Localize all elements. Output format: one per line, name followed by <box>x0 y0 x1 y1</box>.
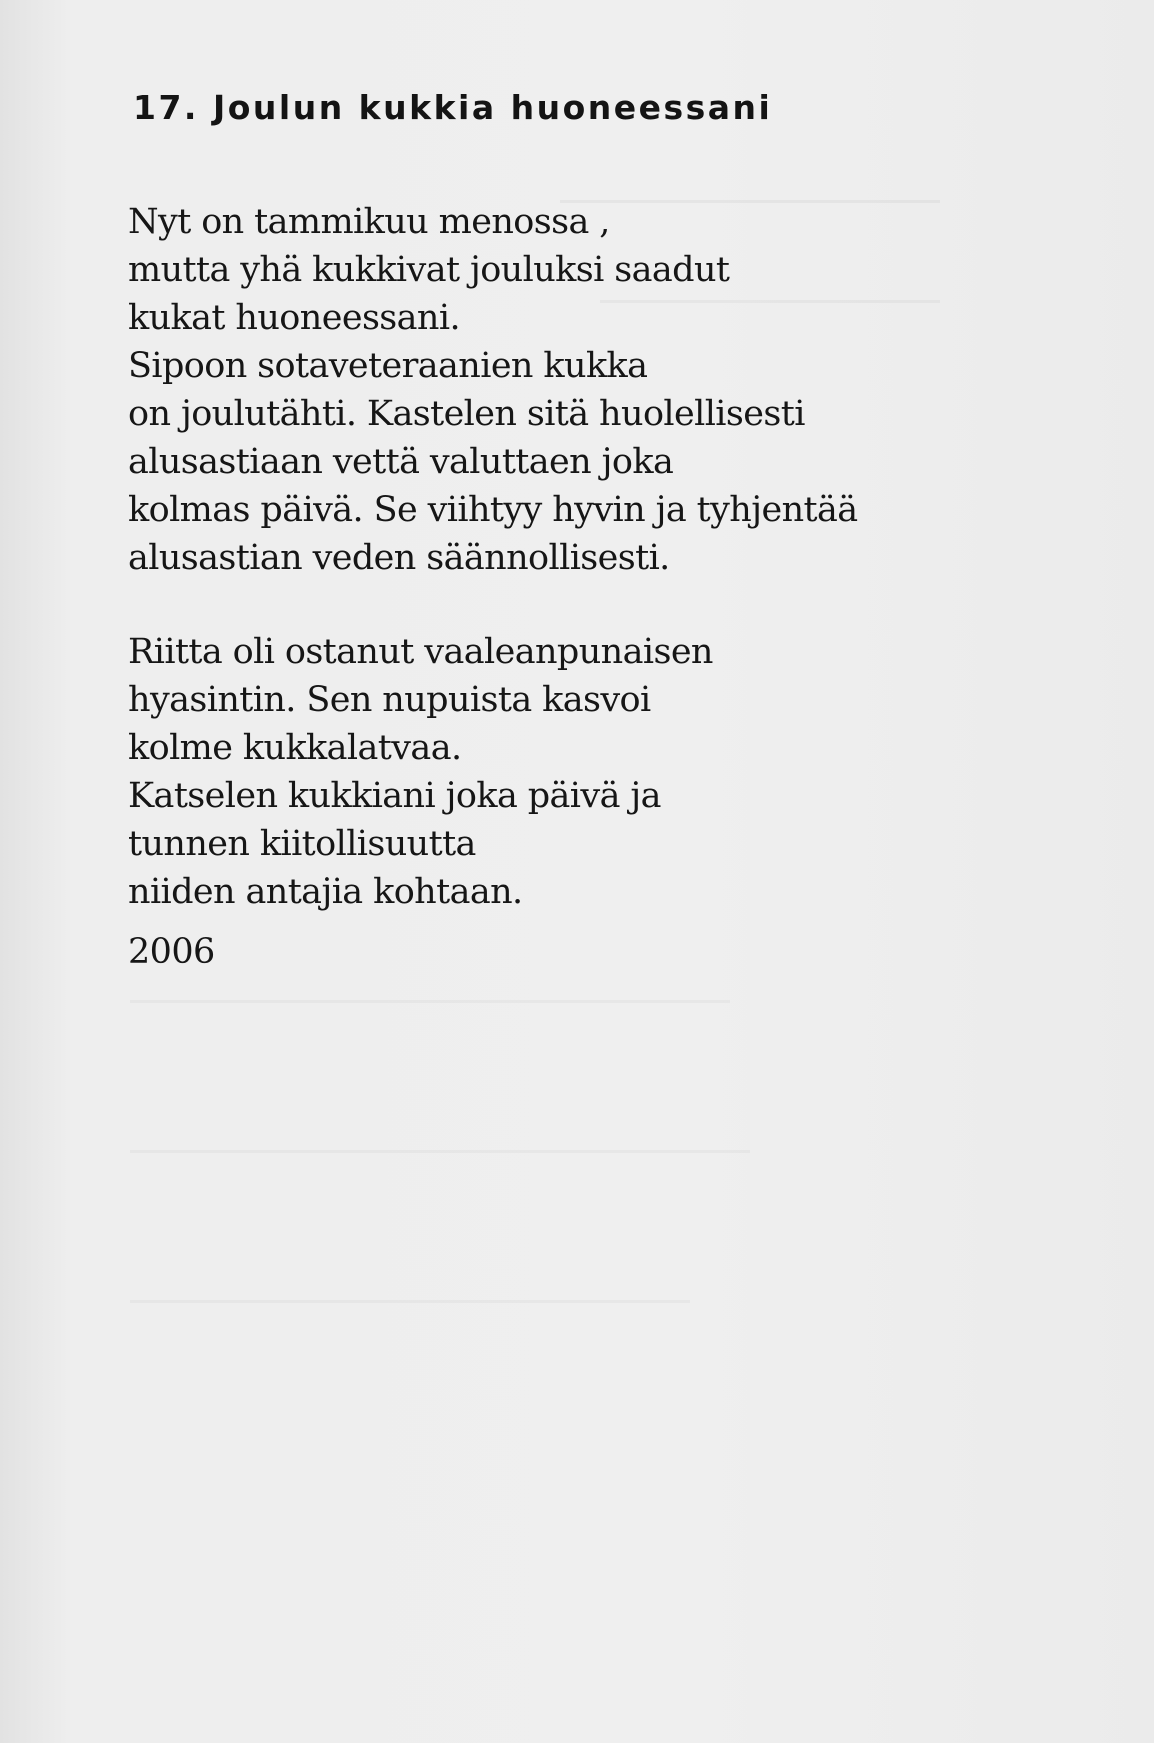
stanza-2 <box>128 628 1008 916</box>
stanza-spacer <box>128 582 1008 628</box>
poem-year: 2006 <box>128 932 215 972</box>
poem-line: tunnen kiitollisuutta <box>128 824 476 864</box>
bleed-through-texture <box>130 1300 690 1303</box>
bleed-through-texture <box>130 1000 730 1003</box>
poem-line: alusastian veden säännollisesti. <box>128 538 670 578</box>
poem-line: on joulutähti. Kastelen sitä huolellisesti <box>128 394 805 434</box>
poem-body <box>128 198 1008 976</box>
poem-line: Katselen kukkiani joka päivä ja <box>128 776 661 816</box>
poem-line: kolmas päivä. Se viihtyy hyvin ja tyhjentää <box>128 490 858 530</box>
poem-line: mutta yhä kukkivat jouluksi saadut <box>128 250 730 290</box>
poem-line: kukat huoneessani. <box>128 298 460 338</box>
poem-line: kolme kukkalatvaa. <box>128 728 462 768</box>
stanza-1 <box>128 198 1008 582</box>
poem-line: Nyt on tammikuu menossa , <box>128 202 610 242</box>
poem-line: alusastiaan vettä valuttaen joka <box>128 442 674 482</box>
poem-line: Sipoon sotaveteraanien kukka <box>128 346 648 386</box>
poem-line: Riitta oli ostanut vaaleanpunaisen <box>128 632 713 672</box>
bleed-through-texture <box>130 1150 750 1153</box>
poem-line: hyasintin. Sen nupuista kasvoi <box>128 680 651 720</box>
poem-line: niiden antajia kohtaan. <box>128 872 523 912</box>
poem-title: 17. Joulun kukkia huoneessani <box>133 88 773 127</box>
